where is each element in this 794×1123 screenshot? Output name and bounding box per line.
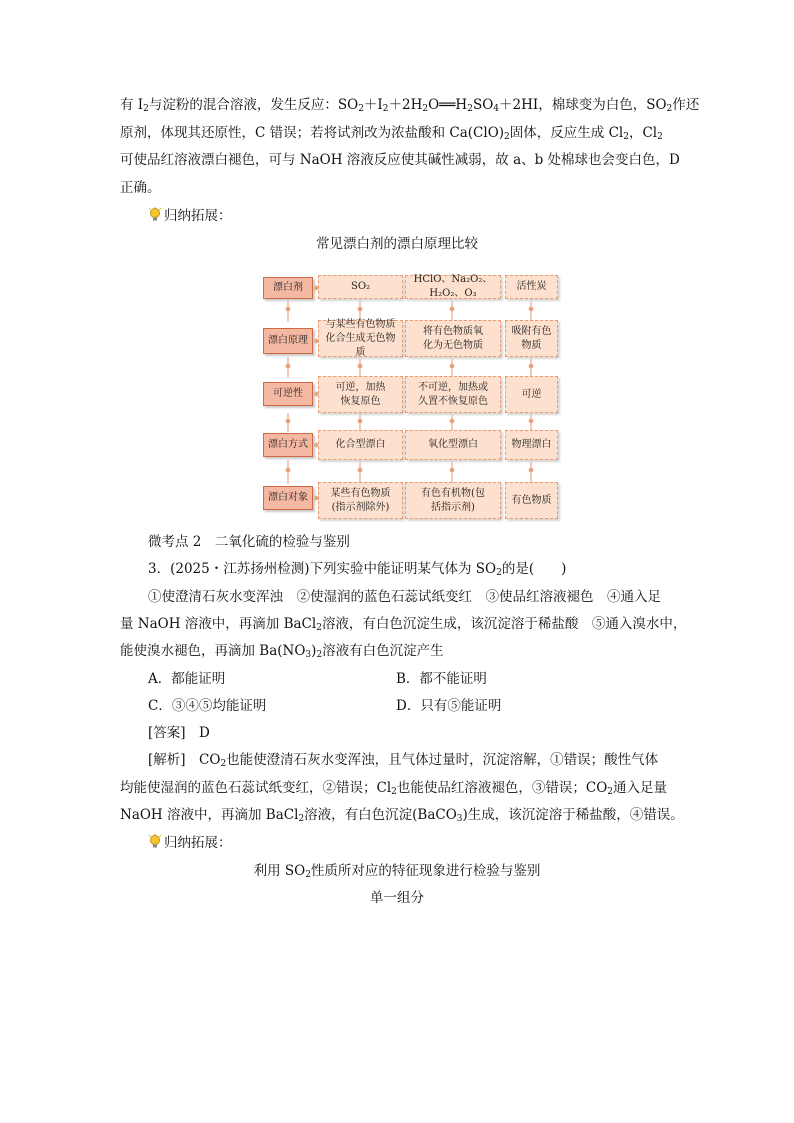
intro-line-1: 有 $I_2$与淀粉的混合溶液，发生反应：$SO_2+I_2+2H_2O══H_2SO_4+2HI$，棉球变为白色，$SO_2$作还 — [120, 97, 700, 114]
cell-activated-carbon: 活性炭 — [505, 275, 558, 299]
question-items-line-2: 量 NaOH 溶液中，再滴加 BaCl$_2$溶液，有白色沉淀生成，该沉淀溶于稀盐酸 ⑤通入溴水中， — [120, 616, 687, 633]
row-label-method: 漂白方式 — [263, 433, 313, 457]
question-items-line-3: 能使溴水褪色，再滴加 $Ba(NO_3)_2$溶液有白色沉淀产生 — [120, 643, 444, 660]
row-label-bleach-agent: 漂白剂 — [263, 277, 313, 299]
lightbulb-icon — [148, 834, 162, 850]
cell-target-carbon: 有色物质 — [505, 482, 558, 519]
answer-value: D — [199, 725, 210, 741]
cell-principle-carbon: 吸附有色物质 — [505, 320, 558, 357]
answer-line — [148, 720, 210, 747]
row-label-target: 漂白对象 — [263, 486, 313, 510]
cell-reversibility-oxidizer: 不可逆，加热或久置不恢复原色 — [405, 376, 501, 413]
summary-2-title: 利用 $SO_2$性质所对应的特征现象进行检验与鉴别 — [253, 863, 541, 880]
section-heading: 微考点 2 二氧化硫的检验与鉴别 — [148, 534, 350, 550]
cell-target-oxidizer: 有色有机物(包括指示剂) — [405, 482, 501, 519]
summary-heading-1: 归纳拓展： — [148, 203, 232, 230]
cell-target-so2: 某些有色物质(指示剂除外) — [318, 482, 403, 519]
intro-line-3: 可使品红溶液漂白褪色，可与 NaOH 溶液反应使其碱性减弱，故 a、b 处棉球也会变白色，D — [120, 152, 680, 168]
intro-line-2: 原剂，体现其还原性，C 错误；若将试剂改为浓盐酸和 $Ca(ClO)_2$固体，反应生成 $Cl_2$，$Cl_2$ — [120, 125, 663, 142]
row-label-principle: 漂白原理 — [263, 328, 313, 354]
answer-label: [答案] — [148, 725, 186, 741]
summary-2-subtitle: 单一组分 — [370, 890, 424, 906]
cell-so2: SO₂ — [318, 275, 403, 299]
diagram-title: 常见漂白剂的漂白原理比较 — [316, 236, 478, 252]
summary-heading-2: 归纳拓展： — [148, 830, 232, 857]
question-stem: 3．(2025・江苏扬州检测)下列实验中能证明某气体为 $SO_2$的是( ) — [148, 561, 567, 578]
intro-line-4: 正确。 — [120, 180, 161, 196]
lightbulb-icon — [148, 207, 162, 223]
option-c: C．③④⑤均能证明 — [148, 698, 267, 714]
cell-method-oxidizer: 氧化型漂白 — [405, 430, 501, 460]
question-items-line-1: ①使澄清石灰水变浑浊 ②使湿润的蓝色石蕊试纸变红 ③使品红溶液褪色 ④通入足 — [148, 589, 661, 605]
cell-method-carbon: 物理漂白 — [505, 430, 558, 460]
cell-principle-so2: 与某些有色物质化合生成无色物质 — [318, 320, 403, 357]
cell-method-so2: 化合型漂白 — [318, 430, 403, 460]
option-a: A．都能证明 — [148, 671, 226, 687]
option-b: B．都不能证明 — [396, 671, 487, 687]
row-label-reversibility: 可逆性 — [263, 382, 313, 406]
cell-principle-oxidizer: 将有色物质氧化为无色物质 — [405, 320, 501, 357]
cell-oxidizers: HClO、Na₂O₂、H₂O₂、O₃ — [405, 275, 501, 299]
cell-reversibility-carbon: 可逆 — [505, 376, 558, 413]
analysis-line-1: [解析] $CO_2$也能使澄清石灰水变浑浊，且气体过量时，沉淀溶解，①错误；酸性气体 — [148, 752, 659, 769]
option-d: D．只有⑤能证明 — [396, 698, 502, 714]
analysis-line-3: NaOH 溶液中，再滴加 BaCl$_2$溶液，有白色沉淀(BaCO$_3$)生成，该沉淀溶于稀盐酸，④错误。 — [120, 807, 684, 824]
cell-reversibility-so2: 可逆，加热恢复原色 — [318, 376, 403, 413]
analysis-line-2: 均能使湿润的蓝色石蕊试纸变红，②错误；$Cl_2$也能使品红溶液褪色，③错误；$CO_2$通入足量 — [120, 780, 668, 797]
